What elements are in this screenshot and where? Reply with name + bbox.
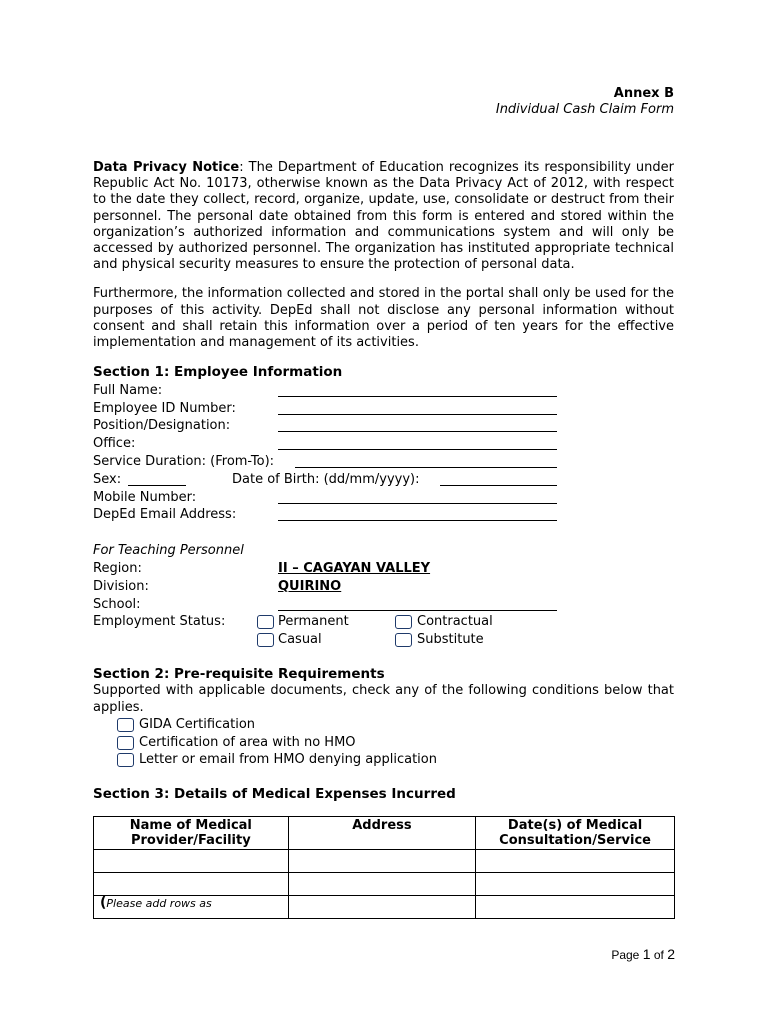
form-page bbox=[93, 86, 674, 804]
employment-status-label: Employment Status: bbox=[93, 614, 226, 630]
table-header-row bbox=[94, 817, 675, 850]
spacer bbox=[93, 769, 674, 786]
email-field[interactable] bbox=[278, 520, 557, 521]
school-field[interactable] bbox=[278, 610, 557, 611]
position-label: Position/Designation: bbox=[93, 418, 231, 434]
column-header-dates: Date(s) of Medical Consultation/Service bbox=[476, 817, 675, 850]
sex-field[interactable] bbox=[128, 485, 186, 486]
email-row bbox=[93, 506, 674, 524]
no-hmo-checkbox[interactable] bbox=[117, 736, 134, 750]
of-word: of bbox=[653, 948, 664, 962]
no-hmo-label: Certification of area with no HMO bbox=[139, 734, 356, 750]
position-row bbox=[93, 417, 674, 435]
email-label: DepEd Email Address: bbox=[93, 507, 237, 523]
sex-label: Sex: bbox=[93, 471, 122, 487]
casual-label: Casual bbox=[278, 632, 322, 648]
division-label: Division: bbox=[93, 578, 149, 594]
employee-id-row bbox=[93, 400, 674, 418]
office-row bbox=[93, 435, 674, 453]
section-2-title: Section 2: Pre-requisite Requirements bbox=[93, 665, 385, 682]
spacer bbox=[93, 524, 674, 542]
page-current: 1 bbox=[642, 946, 651, 962]
section-3-title: Section 3: Details of Medical Expenses Incurred bbox=[93, 786, 456, 803]
annex-label: Annex B bbox=[613, 86, 674, 101]
dob-label: Date of Birth: (dd/mm/yyyy): bbox=[232, 471, 420, 487]
table-row bbox=[94, 873, 675, 896]
region-row bbox=[93, 560, 674, 578]
full-name-field[interactable] bbox=[278, 396, 557, 397]
requirement-item bbox=[93, 751, 674, 769]
dob-field[interactable] bbox=[440, 485, 557, 486]
division-value: QUIRINO bbox=[278, 578, 342, 594]
table-cell[interactable] bbox=[288, 873, 475, 896]
medical-expenses-table bbox=[93, 816, 675, 919]
office-label: Office: bbox=[93, 436, 136, 452]
privacy-notice-label: Data Privacy Notice bbox=[93, 160, 240, 175]
division-row bbox=[93, 578, 674, 596]
section-1 bbox=[93, 364, 674, 649]
requirement-item bbox=[93, 716, 674, 734]
full-name-label: Full Name: bbox=[93, 382, 163, 398]
region-label: Region: bbox=[93, 560, 142, 576]
table-row bbox=[94, 896, 675, 919]
table-note-cell[interactable] bbox=[94, 896, 289, 919]
page-number bbox=[611, 946, 675, 962]
office-field[interactable] bbox=[278, 449, 557, 450]
mobile-row bbox=[93, 489, 674, 507]
gida-checkbox[interactable] bbox=[117, 718, 134, 732]
school-row bbox=[93, 596, 674, 614]
mobile-field[interactable] bbox=[278, 503, 557, 504]
form-title: Individual Cash Claim Form bbox=[495, 102, 674, 117]
contractual-checkbox[interactable] bbox=[395, 615, 412, 629]
privacy-notice bbox=[93, 160, 674, 273]
privacy-notice-text: : The Department of Education recognizes its responsibility under Republic Act No. 10173, otherwise known as the Data Privacy Act of 2012, with respect to the date they collect, record, organize, update, use, consolidate or destruct from their personnel. The personal date obtained from this form is entered and stored within the organization’s authorized information and communications system and will only be accessed by authorized personnel. The organization has instituted appropriate technical and physical security measures to ensure the protection of personal data. bbox=[93, 160, 674, 273]
section-1-title: Section 1: Employee Information bbox=[93, 364, 343, 381]
table-cell[interactable] bbox=[94, 850, 289, 873]
hmo-denial-checkbox[interactable] bbox=[117, 753, 134, 767]
table-row bbox=[94, 850, 675, 873]
table-cell[interactable] bbox=[476, 873, 675, 896]
requirement-item bbox=[93, 734, 674, 752]
table-cell[interactable] bbox=[288, 896, 475, 919]
casual-checkbox[interactable] bbox=[257, 633, 274, 647]
sex-dob-row bbox=[93, 471, 674, 489]
table-cell[interactable] bbox=[94, 873, 289, 896]
privacy-notice-continued: Furthermore, the information collected and stored in the portal shall only be used for the purposes of this activity. DepEd shall not disclose any personal information without consent and shall retain this information over a period of ten years for the effective implementation and management of its activities. bbox=[93, 286, 674, 351]
spacer bbox=[93, 649, 674, 666]
school-label: School: bbox=[93, 596, 141, 612]
section-2-instruction: Supported with applicable documents, check any of the following conditions below that applies. bbox=[93, 683, 674, 715]
section-2 bbox=[93, 666, 674, 769]
annex-header bbox=[93, 86, 674, 118]
permanent-label: Permanent bbox=[278, 614, 349, 630]
substitute-label: Substitute bbox=[417, 632, 484, 648]
teaching-personnel-heading: For Teaching Personnel bbox=[93, 543, 244, 559]
column-header-provider: Name of Medical Provider/Facility bbox=[94, 817, 289, 850]
service-duration-label: Service Duration: (From-To): bbox=[93, 453, 275, 469]
table-cell[interactable] bbox=[288, 850, 475, 873]
employment-status-row bbox=[93, 613, 674, 631]
substitute-checkbox[interactable] bbox=[395, 633, 412, 647]
column-header-address: Address bbox=[288, 817, 475, 850]
table-cell[interactable] bbox=[476, 896, 675, 919]
contractual-label: Contractual bbox=[417, 614, 493, 630]
full-name-row bbox=[93, 382, 674, 400]
region-value: II – CAGAYAN VALLEY bbox=[278, 560, 431, 576]
employee-id-field[interactable] bbox=[278, 414, 557, 415]
mobile-label: Mobile Number: bbox=[93, 489, 197, 505]
position-field[interactable] bbox=[278, 431, 557, 432]
page-total: 2 bbox=[667, 946, 675, 962]
hmo-denial-label: Letter or email from HMO denying application bbox=[139, 752, 437, 768]
add-rows-note: Please add rows as bbox=[106, 897, 212, 910]
employment-status-row-2 bbox=[93, 631, 674, 649]
gida-label: GIDA Certification bbox=[139, 716, 256, 732]
note-paren: ( bbox=[100, 895, 107, 911]
table-cell[interactable] bbox=[476, 850, 675, 873]
service-duration-row bbox=[93, 453, 674, 471]
permanent-checkbox[interactable] bbox=[257, 615, 274, 629]
employee-id-label: Employee ID Number: bbox=[93, 400, 236, 416]
page-word: Page bbox=[611, 948, 640, 962]
service-duration-field[interactable] bbox=[295, 467, 557, 468]
